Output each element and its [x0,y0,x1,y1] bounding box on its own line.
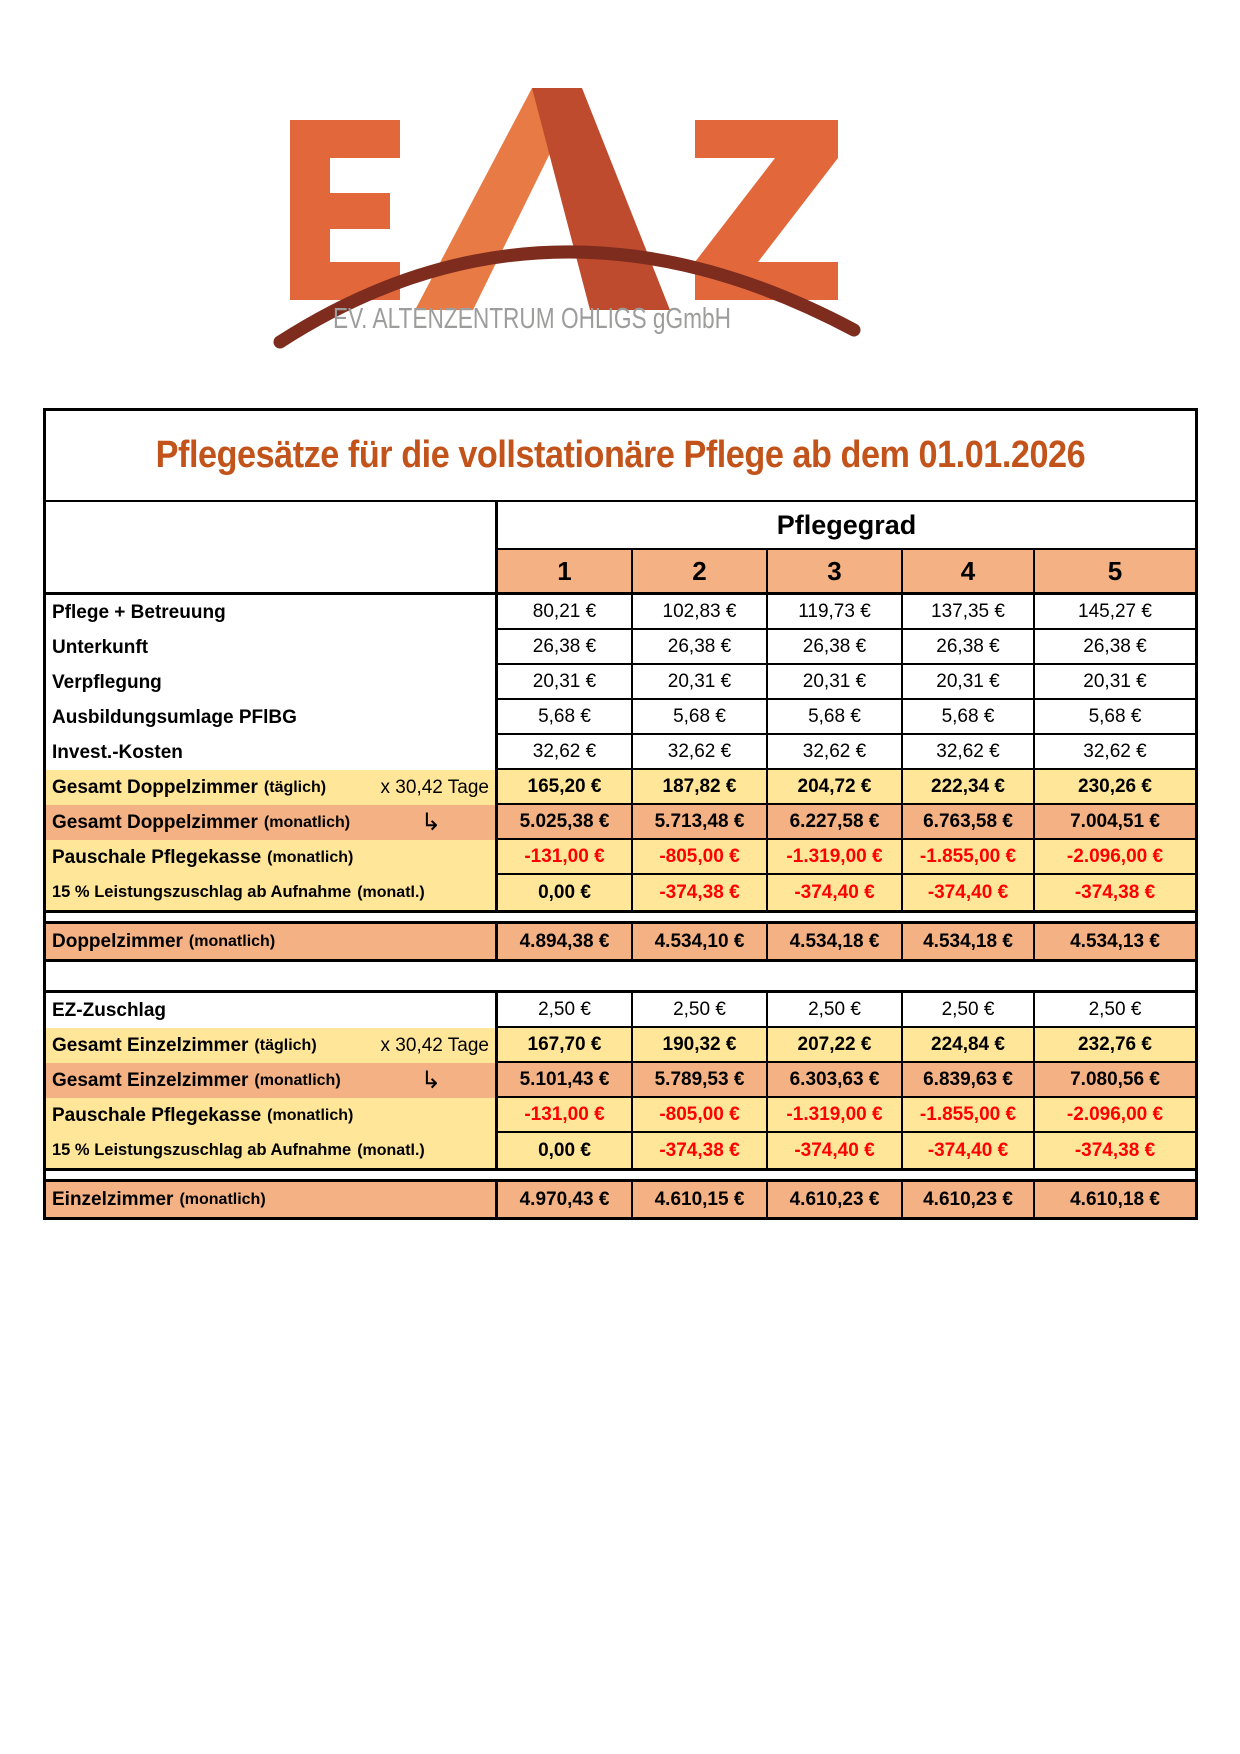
value-cell: 207,22 € [768,1028,903,1063]
row-label [46,630,498,665]
row-label-text: Gesamt Einzelzimmer [52,1069,249,1091]
row-label-qualifier: (monatlich) [267,1106,354,1124]
value-cell: 5,68 € [903,700,1035,735]
row-label-text: Gesamt Doppelzimmer [52,811,258,833]
row-label-text: Pauschale Pflegekasse [52,1104,262,1126]
value-cell: 2,50 € [768,993,903,1028]
grade-column-header-1: 1 [498,550,633,592]
row-label [46,595,498,630]
row-label-text: 15 % Leistungszuschlag ab Aufnahme [52,1141,352,1159]
row-label-qualifier: (monatlich) [267,848,354,866]
value-cell: -374,40 € [768,1133,903,1168]
value-cell: 5.713,48 € [633,805,768,840]
value-cell: 4.534,10 € [633,924,768,959]
row-label-multiplier: x 30,42 Tage [380,776,489,798]
value-cell: 0,00 € [498,1133,633,1168]
block-gap [46,913,1195,921]
row-label-qualifier: (monatlich) [254,1071,341,1089]
table-row [46,700,1195,735]
row-label [46,1063,498,1098]
row-label-text: EZ-Zuschlag [52,999,167,1021]
value-cell: 165,20 € [498,770,633,805]
table-row [46,993,1195,1028]
value-cell: -1.855,00 € [903,1098,1035,1133]
value-cell: 7.004,51 € [1035,805,1195,840]
logo-a-right-stroke [532,88,670,310]
value-cell: -374,38 € [633,1133,768,1168]
row-label-qualifier: (monatl.) [357,883,425,901]
value-cell: 32,62 € [498,735,633,770]
grade-column-header-3: 3 [768,550,903,592]
logo-letter-e [290,120,400,300]
row-label [46,805,498,840]
value-cell: 232,76 € [1035,1028,1195,1063]
value-cell: 4.610,15 € [633,1182,768,1217]
table-row [46,1133,1195,1168]
value-cell: 0,00 € [498,875,633,910]
row-label [46,1182,498,1217]
value-cell: -374,38 € [1074,1139,1156,1161]
value-cell: 32,62 € [903,735,1035,770]
value-cell: 6.303,63 € [768,1063,903,1098]
value-cell: 2,50 € [633,993,768,1028]
value-cell: 4.894,38 € [498,924,633,959]
value-cell: 26,38 € [633,630,768,665]
row-label-text: Doppelzimmer [52,930,183,952]
value-cell: 5.025,38 € [498,805,633,840]
value-cell: -374,38 € [1074,881,1156,903]
value-cell: -805,00 € [633,840,768,875]
table-row [46,1098,1195,1133]
row-label [46,735,498,770]
value-cell: -1.855,00 € [903,840,1035,875]
value-cell: 5,68 € [768,700,903,735]
value-cell: 230,26 € [1035,770,1195,805]
row-label [46,993,498,1028]
row-label [46,1098,498,1133]
carry-down-arrow-icon: ↳ [420,808,441,836]
value-cell: 5,68 € [633,700,768,735]
row-label-text: Ausbildungsumlage PFlBG [52,706,297,728]
value-cell: 20,31 € [768,665,903,700]
row-label-text: Gesamt Einzelzimmer [52,1034,249,1056]
value-cell: 32,62 € [1035,735,1195,770]
row-label-qualifier: (monatlich) [263,813,351,831]
logo-letter-a [415,88,670,310]
row-label [46,770,498,805]
value-cell: 224,84 € [903,1028,1035,1063]
row-label-text: 15 % Leistungszuschlag ab Aufnahme [52,883,352,901]
row-label [46,840,498,875]
table-row [46,595,1195,630]
value-cell: 6.839,63 € [903,1063,1035,1098]
value-cell: 2,50 € [498,993,633,1028]
grade-columns [498,550,1195,592]
grade-column-header-4: 4 [903,550,1035,592]
row-label [46,924,498,959]
table-block [46,1179,1195,1217]
grade-column-header-5: 5 [1035,550,1195,592]
table-row [46,630,1195,665]
table-row [46,805,1195,840]
row-label-qualifier: (monatl.) [357,1141,425,1159]
value-cell: 32,62 € [768,735,903,770]
row-label-qualifier: (monatlich) [179,1190,266,1208]
table-block [46,921,1195,962]
table-block [46,990,1195,1171]
value-cell: 20,31 € [1035,665,1195,700]
table-row [46,1182,1195,1217]
value-cell: 4.534,13 € [1070,930,1160,952]
pflegegrad-group-header: Pflegegrad [498,502,1195,550]
value-cell: 6.227,58 € [768,805,903,840]
value-cell: -131,00 € [498,1098,633,1133]
value-cell: 80,21 € [498,595,633,630]
value-cell: 4.970,43 € [498,1182,633,1217]
value-cell: -374,40 € [903,1133,1035,1168]
value-cell: 26,38 € [903,630,1035,665]
value-cell: -2.096,00 € [1035,1098,1195,1133]
value-cell: 20,31 € [498,665,633,700]
table-row [46,840,1195,875]
value-cell: 5.789,53 € [633,1063,768,1098]
value-cell: 5,68 € [498,700,633,735]
row-label-qualifier: (täglich) [254,1036,317,1054]
value-cell: -374,40 € [903,875,1035,910]
grade-column-header-2: 2 [633,550,768,592]
value-cell: 32,62 € [633,735,768,770]
value-cell: 6.763,58 € [903,805,1035,840]
value-cell: 7.080,56 € [1035,1063,1195,1098]
value-cell: 26,38 € [498,630,633,665]
value-cell: -2.096,00 € [1035,840,1195,875]
value-cell: 26,38 € [1035,630,1195,665]
carry-down-arrow-icon: ↳ [420,1066,441,1094]
value-cell: 4.534,18 € [903,924,1035,959]
table-body [46,592,1195,1217]
row-label [46,1028,498,1063]
value-cell: 222,34 € [903,770,1035,805]
value-cell: 5,68 € [1035,700,1195,735]
row-label-multiplier: x 30,42 Tage [380,1034,489,1056]
value-cell: 4.610,18 € [1070,1188,1160,1210]
value-cell: -1.319,00 € [768,1098,903,1133]
value-cell: -1.319,00 € [768,840,903,875]
row-label [46,700,498,735]
value-cell: 102,83 € [633,595,768,630]
table-block [46,592,1195,913]
table-row [46,735,1195,770]
value-cell: 137,35 € [903,595,1035,630]
row-label [46,875,498,910]
row-label-text: Einzelzimmer [52,1188,174,1210]
value-cell: 190,32 € [633,1028,768,1063]
block-gap [46,1171,1195,1179]
table-row [46,1063,1195,1098]
row-label [46,1133,498,1168]
sheet-title: Pflegesätze für die vollstationäre Pflege ab dem 01.01.2026 [155,434,1086,476]
value-cell: -374,38 € [633,875,768,910]
value-cell: 167,70 € [498,1028,633,1063]
row-label [46,665,498,700]
value-cell: 2,50 € [903,993,1035,1028]
value-cell: 4.534,18 € [768,924,903,959]
value-cell: 20,31 € [903,665,1035,700]
row-label-qualifier: (monatlich) [188,932,276,950]
value-cell: 204,72 € [768,770,903,805]
row-label-text: Pflege + Betreuung [52,601,226,623]
value-cell: 20,31 € [633,665,768,700]
row-label-text: Gesamt Doppelzimmer [52,776,258,798]
header-spacer [46,502,498,592]
value-cell: 187,82 € [633,770,768,805]
header-right [498,502,1195,592]
value-cell: 2,50 € [1035,993,1195,1028]
price-sheet [43,408,1198,1220]
title-row [46,411,1195,502]
value-cell: 5.101,43 € [498,1063,633,1098]
value-cell: -374,40 € [768,875,903,910]
value-cell: -805,00 € [633,1098,768,1133]
row-label-text: Invest.-Kosten [52,741,183,763]
table-row [46,665,1195,700]
row-label-text: Verpflegung [52,671,162,693]
table-header [46,502,1195,592]
table-row [46,875,1195,910]
value-cell: 119,73 € [768,595,903,630]
table-row [46,770,1195,805]
table-row [46,1028,1195,1063]
value-cell: 4.610,23 € [768,1182,903,1217]
value-cell: 26,38 € [768,630,903,665]
table-row [46,924,1195,959]
value-cell: 4.610,23 € [903,1182,1035,1217]
row-label-text: Unterkunft [52,636,149,658]
row-label-text: Pauschale Pflegekasse [52,846,262,868]
eaz-logo [270,70,870,360]
value-cell: 145,27 € [1035,595,1195,630]
logo-subtitle: EV. ALTENZENTRUM OHLIGS gGmbH [333,303,731,335]
block-gap [46,962,1195,990]
row-label-qualifier: (täglich) [263,778,327,796]
value-cell: -131,00 € [498,840,633,875]
